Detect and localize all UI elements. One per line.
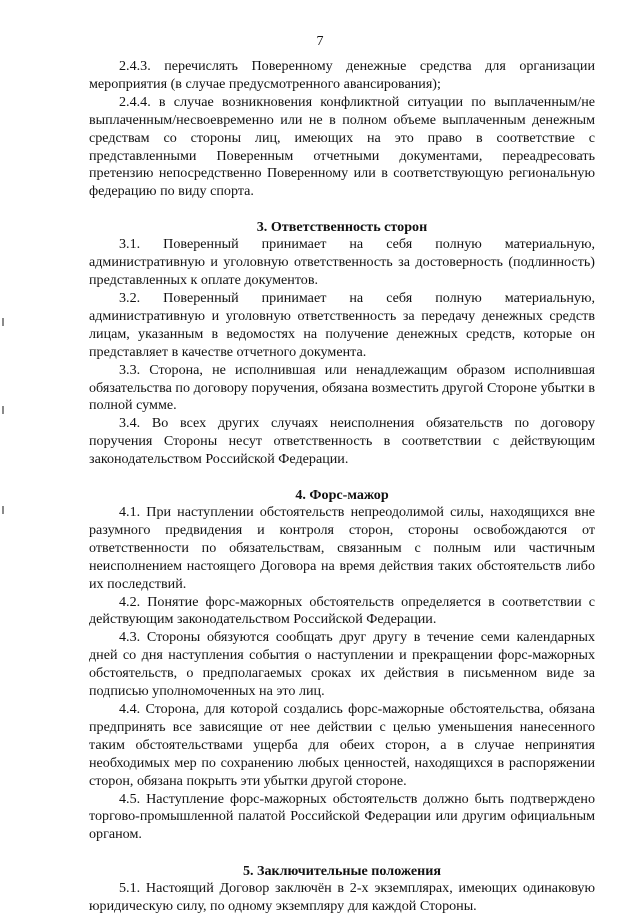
clause-4-2: 4.2. Понятие форс-мажорных обстоятельств определяется в соответствии с действующим законодательством Российской Федерации.: [89, 593, 595, 628]
binding-hole-mark: [2, 406, 4, 414]
section-5-heading: 5. Заключительные положения: [242, 863, 442, 880]
clause-4-5: 4.5. Наступление форс-мажорных обстоятельств должно быть подтверждено торгово-промышленной палатой Российской Федерации или другим официальным органом.: [89, 790, 595, 843]
clause-3-4: 3.4. Во всех других случаях неисполнения обязательств по договору поручения Стороны несут ответственность в соответствии с действующим законодательством Российской Федерации.: [89, 415, 595, 468]
page-number: 7: [316, 34, 324, 49]
clause-2-4-3: 2.4.3. перечислять Поверенному денежные средства для организации мероприятия (в случае предусмотренного авансирования);: [89, 58, 595, 92]
clause-4-1: 4.1. При наступлении обстоятельств непреодолимой силы, находящихся вне разумного предвидения и контроля сторон, стороны освобождаются от ответственности по обязательствам, связанным с полным или частичным неисполнением настоящего Договора на время действия таких обстоятельств либо их последствий.: [89, 504, 595, 592]
section-4-heading: 4. Форс-мажор: [295, 487, 389, 504]
clause-4-3: 4.3. Стороны обязуются сообщать друг другу в течение семи календарных дней со дня наступления события о наступлении и прекращении форс-мажорных обстоятельств, о предполагаемых сроках их действия в письменном виде за подписью уполномоченных на это лиц.: [89, 629, 595, 700]
clause-2-4-4: 2.4.4. в случае возникновения конфликтной ситуации по выплаченным/не выплаченным/несвоевременно или не в полном объеме выплаченным денежным средствам со стороны лиц, имеющих на это право в соответствие с представленными Поверенным отчетными документами, переадресовать претензию непосредственно Поверенному или в соответствующую региональную федерацию по виду спорта.: [89, 93, 595, 200]
clause-4-4: 4.4. Сторона, для которой создались форс-мажорные обстоятельства, обязана предпринять все зависящие от нее действии с целью уменьшения нанесенного таким обстоятельствами ущерба для обеих сторон, а в случае непринятия необходимых мер по сохранению любых ценностей, находящихся в распоряжении сторон, обязана покрыть эти убытки другой стороне.: [89, 701, 595, 789]
clause-3-3: 3.3. Сторона, не исполнившая или ненадлежащим образом исполнившая обязательства по договору поручения, обязана возместить другой Стороне убытки в полной сумме.: [89, 361, 595, 414]
clause-5-1: 5.1. Настоящий Договор заключён в 2-х экземплярах, имеющих одинаковую юридическую силу, по одному экземпляру для каждой Стороны.: [89, 880, 595, 915]
clause-3-1: 3.1. Поверенный принимает на себя полную материальную, административную и уголовную ответственность за достоверность (подлинность) представленных к оплате документов.: [89, 236, 595, 289]
clause-3-2: 3.2. Поверенный принимает на себя полную материальную, административную и уголовную ответственность за передачу денежных средств лицам, указанным в ведомостях на получение денежных средств, которые он представляет в качестве отчетного документа.: [89, 289, 595, 360]
section-3-heading: 3. Ответственность сторон: [256, 219, 428, 236]
document-body: [89, 58, 595, 916]
binding-hole-mark: [2, 318, 4, 326]
binding-hole-mark: [2, 506, 4, 514]
